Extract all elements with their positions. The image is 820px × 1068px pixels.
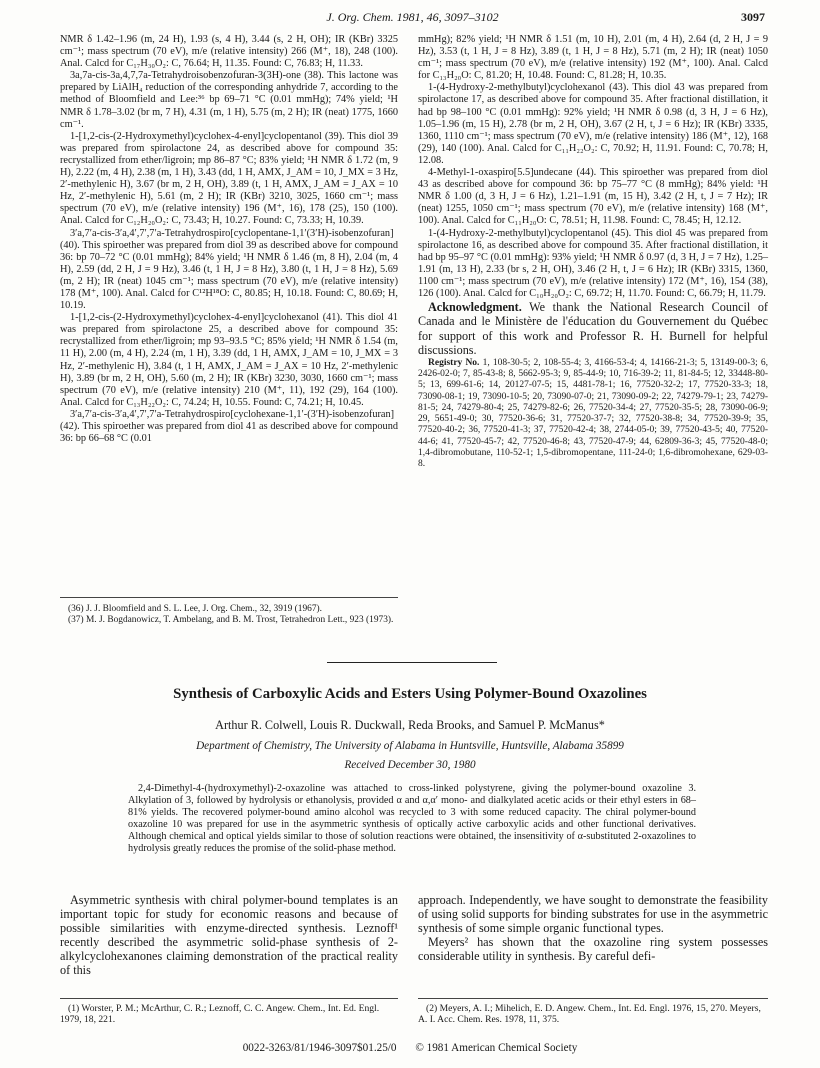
registry-heading: Registry No. <box>428 357 480 368</box>
acknowledgment <box>418 300 768 358</box>
registry-numbers <box>418 358 768 471</box>
footnote: (36) J. J. Bloomfield and S. L. Lee, J. Org. Chem., 32, 3919 (1967). <box>68 604 322 614</box>
paragraph: 1-(4-Hydroxy-2-methylbutyl)cyclohexanol (43). This diol 43 was prepared from spirolactone 17, as described above for compound 35. After fractional distillation, it had bp 98–100 °C (0.01 mmHg): 92% yield; ¹H NMR δ 0.98 (d, 3 H, J = 6 Hz), 1.05–1.96 (m, 15 H), 2.78 (br m, 2 H, OH), 3.67 (2 H, t, J = 6 Hz); IR (KBr) 3335, 1360, 1110 cm⁻¹; mass spectrum (70 eV), m/e (relative intensity) 186 (M⁺, 12), 168 (29), 140 (100). Anal. Calcd for C₁₁H₂₂O₂: C, 70.92; H, 11.91. Found: C, 70.78; H, 12.08. <box>418 82 768 166</box>
paragraph: Meyers² has shown that the oxazoline ring system possesses considerable utility in synthesis. By careful defi- <box>418 935 768 964</box>
page-number: 3097 <box>741 10 765 24</box>
body-text-right <box>418 893 768 963</box>
paragraph: 1-(4-Hydroxy-2-methylbutyl)cyclopentanol (45). This diol 45 was prepared from spirolactone 16, as described above for compound 35. After fractional distillation, it had bp 95–97 °C (0.01 mmHg): 93% yield; ¹H NMR δ 0.97 (d, 3 H, J = 7 Hz), 1.25–1.91 (m, 13 H), 2.33 (br s, 2 H, OH), 3.46 (2 H, t, J = 6 Hz); IR (KBr) 3315, 1360, 1100 cm⁻¹; mass spectrum (70 eV), m/e (relative intensity) 172 (M⁺, 16), 154 (38), 126 (100). Anal. Calcd for C₁₀H₂₀O₂: C, 69.72; H, 11.70. Found: C, 66.79; H, 11.79. <box>418 227 768 299</box>
article-divider <box>327 662 497 663</box>
paragraph: approach. Independently, we have sought to demonstrate the feasibility of using solid supports for binding substrates for use in the asymmetric synthesis of some simple organic functional types. <box>418 893 768 936</box>
right-column <box>418 34 768 471</box>
left-footnotes <box>60 597 398 626</box>
footnote: (37) M. J. Bogdanowicz, T. Ambelang, and B. M. Trost, Tetrahedron Lett., 923 (1973). <box>68 615 394 625</box>
paragraph: mmHg); 82% yield; ¹H NMR δ 1.51 (m, 10 H), 2.01 (m, 4 H), 2.64 (d, 2 H, J = 9 Hz), 3.53 (t, 1 H, J = 8 Hz), 3.89 (t, 1 H, J = 8 Hz), 5.71 (m, 2 H); IR (neat) 1050 cm⁻¹; mass spectrum (70 eV), m/e (relative intensity) 192 (M⁺, 100). Anal. Calcd for C₁₃H₂₀O: C, 81.20; H, 10.48. Found: C, 81.28; H, 10.35. <box>418 34 768 82</box>
paragraph: 4-Methyl-1-oxaspiro[5.5]undecane (44). This spiroether was prepared from diol 43 as described above for compound 36: bp 75–77 °C (8 mmHg); 84% yield: ¹H NMR δ 1.00 (d, 3 H, J = 6 Hz), 1.21–1.91 (m, 15 H), 3.42 (2 H, t, J = 7 Hz); IR (neat) 1255, 1050 cm⁻¹; mass spectrum (70 eV), m/e (relative intensity) 168 (M⁺, 100). Anal. Calcd for C₁₁H₂₀O: C, 78.51; H, 11.98. Found: C, 78.45; H, 12.12. <box>418 167 768 227</box>
journal-citation: J. Org. Chem. 1981, 46, 3097–3102 <box>326 10 499 24</box>
paragraph: 3a,7a-cis-3a,4,7,7a-Tetrahydroisobenzofuran-3(3H)-one (38). This lactone was prepared by LiAlH₄ reduction of the corresponding anhydride 7, according to the method of Bloomfield and Lee:³⁶ bp 69–71 °C (0.01 mmHg); 74% yield; ¹H NMR δ 1.78–3.02 (br m, 7 H), 4.31 (m, 1 H), 5.75 (m, 2 H); IR (neat) 1775, 1660 cm⁻¹. <box>60 70 398 130</box>
paragraph: 3′a,7′a-cis-3′a,4′,7′,7′a-Tetrahydrospiro[cyclohexane-1,1′-(3′H)-isobenzofuran] (42). This spiroether was prepared from diol 41 as described above for compound 36: bp 66–68 °C (0.01 <box>60 408 398 445</box>
footnote: (2) Meyers, A. I.; Mihelich, E. D. Angew. Chem., Int. Ed. Engl. 1976, 15, 270. Meyers, A. I. Acc. Chem. Res. 1978, 11, 375. <box>418 998 768 1025</box>
article-abstract: 2,4-Dimethyl-4-(hydroxymethyl)-2-oxazoline was attached to cross-linked polystyrene, giving the polymer-bound oxazoline 3. Alkylation of 3, followed by hydrolysis or ethanolysis, provided α and α,α′ mono- and dialkylated acetic acids or their ethyl esters in 68–81% yields. The recovered polymer-bound amino alcohol was recycled to 3 with some reduced capacity. The chiral polymer-bound oxazoline 10 was prepared for use in the asymmetric synthesis of optically active carboxylic acids and other functional derivatives. Although chemical and optical yields similar to those of solution reactions were obtained, the insensitivity of α-substituted 2-oxazolines to hydrolysis greatly reduces the promise of the solid-phase method. <box>128 783 696 854</box>
running-header <box>60 10 765 30</box>
registry-text: 1, 108-30-5; 2, 108-55-4; 3, 4166-53-4; 4, 14166-21-3; 5, 13149-00-3; 6, 2426-02-0; 7, 85-43-8; 8, 5662-95-3; 9, 85-44-9; 10, 716-39-2; 11, 81-84-5; 12, 33448-80-5; 13, 699-61-6; 14, 20127-07-5; 15, 4481-78-1; 16, 77520-32-2; 17, 77520-33-3; 18, 73090-08-1; 19, 73090-10-5; 20, 73090-07-0; 21, 73090-09-2; 22, 74279-79-1; 23, 74279-81-5; 24, 74279-80-4; 25, 74279-82-6; 26, 77520-34-4; 27, 77520-35-5; 28, 73090-06-9; 29, 5651-49-0; 30, 77520-36-6; 31, 77520-37-7; 32, 77520-38-8; 34, 77520-39-9; 35, 77520-40-2; 36, 77520-41-3; 37, 77520-42-4; 38, 2744-05-0; 39, 77520-43-5; 40, 77520-44-6; 41, 77520-45-7; 42, 77520-46-8; 43, 77520-47-9; 44, 62809-36-3; 45, 77520-48-0; 1,4-dibromobutane, 110-52-1; 1,5-dibromopentane, 111-24-0; 1,6-dibromohexane, 629-03-8. <box>418 357 768 470</box>
paragraph: 1-[1,2-cis-(2-Hydroxymethyl)cyclohex-4-enyl]cyclohexanol (41). This diol 41 was prepared from spirolactone 25, a described above for compound 35: recrystallized from ether/ligroin; mp 93–93.5 °C; 85% yield; ¹H NMR δ 1.54 (m, 11 H), 2.00 (m, 4 H), 2.24 (m, 1 H), 3.39 (dd, 1 H, AMX, J_AM = 10, J_MX = 3 Hz, 2′-methylenic H), 3.84 (t, 1 H, AMX, J_AM = J_AX = 10 Hz, 2′-methylenic H), 3.89 (br m, 2 H, OH), 5.60 (m, 2 H); IR (KBr) 3230, 3030, 1660 cm⁻¹; mass spectrum (70 eV), m/e (relative intensity) 210 (M⁺, 11), 192 (29), 164 (100). Anal. Calcd for C₁₃H₂₂O₂: C, 74.24; H, 10.55. Found: C, 74.21; H, 10.45. <box>60 312 398 408</box>
article-title: Synthesis of Carboxylic Acids and Esters Using Polymer-Bound Oxazolines <box>173 686 647 702</box>
copyright: © 1981 American Chemical Society <box>415 1042 578 1054</box>
article-code: 0022-3263/81/1946-3097$01.25/0 <box>242 1042 397 1054</box>
paragraph: NMR δ 1.42–1.96 (m, 24 H), 1.93 (s, 4 H), 3.44 (s, 2 H, OH); IR (KBr) 3325 cm⁻¹; mass spectrum (70 eV), m/e (relative intensity) 266 (M⁺, 18), 248 (100). Anal. Calcd for C₁₇H₃₀O₂: C, 76.64; H, 11.35. Found: C, 76.83; H, 11.33. <box>60 34 398 70</box>
footnote: (1) Worster, P. M.; McArthur, C. R.; Leznoff, C. C. Angew. Chem., Int. Ed. Engl. 1979, 18, 221. <box>60 998 398 1025</box>
paragraph: 3′a,7′a-cis-3′a,4′,7′,7′a-Tetrahydrospiro[cyclopentane-1,1′(3′H)-isobenzofuran] (40). This spiroether was prepared from diol 39 as described above for compound 36: bp 70–72 °C (0.01 mmHg); 84% yield; ¹H NMR δ 1.46 (m, 8 H), 2.04 (m, 4 H), 2.59 (dd, 2 H, J = 9 Hz), 3.46 (t, 1 H, J = 8 Hz), 3.80 (t, 1 H, J = 8 Hz), 5.69 (m, 2 H); IR (neat) 1045 cm⁻¹; mass spectrum (70 eV), m/e (relative intensity) 178 (M⁺, 100). Anal. Calcd for C¹²H¹⁸O: C, 80.85; H, 10.18. Found: C, 80.69; H, 10.19. <box>60 227 398 312</box>
article-affiliation: Department of Chemistry, The University of Alabama in Huntsville, Huntsville, Alabama 35899 <box>196 740 624 752</box>
acknowledgment-text: We thank the National Research Council of Canada and le Ministère de l'éducation du Gouvernement du Québec for support of this work and Professor R. H. Burnell for helpful discussions. <box>418 300 768 358</box>
article-authors: Arthur R. Colwell, Louis R. Duckwall, Reda Brooks, and Samuel P. McManus* <box>215 718 605 732</box>
paragraph: 1-[1,2-cis-(2-Hydroxymethyl)cyclohex-4-enyl]cyclopentanol (39). This diol 39 was prepared from spirolactone 24, as described above for compound 35: recrystallized from ether/ligroin; mp 86–87 °C; 83% yield; ¹H NMR δ 1.72 (m, 9 H), 2.22 (m, 4 H), 2.38 (m, 1 H), 3.43 (dd, 1 H, AMX, J_AM = 10, J_MX = 3 Hz, 2′-methylenic H), 3.67 (br m, 2 H, OH), 3.89 (t, 1 H, AMX, J_AM = J_AX = 10 Hz, 2′-methylenic H), 5.61 (m, 2 H); IR (KBr) 3210, 3025, 1660 cm⁻¹; mass spectrum (70 eV), m/e (relative intensity) 196 (M⁺, 16), 178 (25), 150 (100). Anal. Calcd for C₁₂H₂₀O₂: C, 73.43; H, 10.27. Found: C, 73.33; H, 10.39. <box>60 130 398 227</box>
left-column <box>60 34 398 445</box>
received-date: Received December 30, 1980 <box>344 759 476 771</box>
body-text-left: Asymmetric synthesis with chiral polymer-bound templates is an important topic for study for economic reasons and because of possible similarities with enzyme-directed synthesis. Leznoff¹ recently described the asymmetric solid-phase synthesis of 2-alkylcyclohexanones claiming demonstration of the practical reality of this <box>60 893 398 978</box>
page-footer <box>40 1042 780 1054</box>
acknowledgment-heading: Acknowledgment. <box>428 300 522 315</box>
